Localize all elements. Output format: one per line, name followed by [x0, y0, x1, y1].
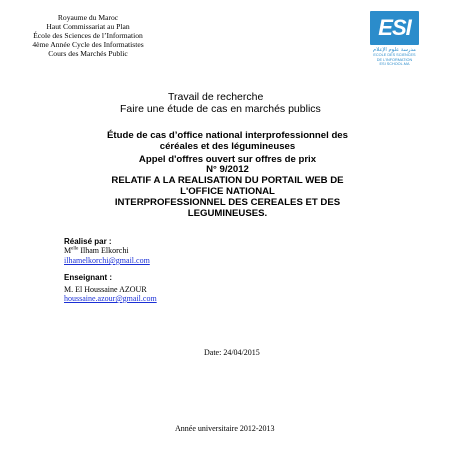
document-date: Date: 24/04/2015 [204, 348, 260, 357]
subject-line: N° 9/2012 [206, 164, 249, 176]
logo-subtitle [366, 53, 423, 67]
institution-line: Haut Commissariat au Plan [46, 22, 130, 31]
logo-badge [370, 11, 419, 45]
author-email-link[interactable]: ilhamelkorchi@gmail.com [64, 256, 150, 265]
subject-line: céréales et des légumineuses [159, 140, 296, 152]
subject-line: L'OFFICE NATIONAL [180, 185, 275, 197]
esi-logo [366, 11, 423, 67]
subject-line: LEGUMINEUSES. [187, 207, 268, 219]
logo-arabic-text: مدرسة علوم الإعلام [373, 47, 416, 53]
author-name [64, 246, 129, 255]
subject-line: RELATIF A LA REALISATION DU PORTAIL WEB DE [111, 175, 344, 187]
subject-line: INTERPROFESSIONNEL DES CEREALES ET DES [114, 196, 341, 208]
institution-line: Cours des Marchés Public [48, 49, 128, 58]
teacher-email-link[interactable]: houssaine.azour@gmail.com [64, 294, 157, 303]
heading-line-1: Travail de recherche [168, 91, 264, 103]
logo-subtitle-line: ECOLE DES SCIENCES [373, 53, 416, 57]
institution-line: Royaume du Maroc [57, 13, 119, 22]
author-name-prefix: M [64, 246, 72, 255]
author-name-sup: elle [71, 246, 79, 252]
academic-year: Année universitaire 2012-2013 [175, 424, 275, 433]
subject-line: Appel d'offres ouvert sur offres de prix [138, 153, 317, 165]
enseignant-label: Enseignant : [64, 273, 113, 282]
heading-line-2: Faire une étude de cas en marchés publics [120, 103, 321, 115]
logo-subtitle-line: ESI SCHOOL.MA [379, 62, 410, 67]
document-heading [120, 91, 360, 115]
teacher-name: M. El Houssaine AZOUR [64, 285, 147, 294]
realise-label: Réalisé par : [64, 237, 112, 246]
logo-subtitle-line: DE L'INFORMATION [376, 57, 413, 62]
institution-line: École des Sciences de l’Information [33, 31, 143, 40]
logo-letters: ESI [378, 15, 411, 40]
author-name-rest: Ilham Elkorchi [78, 246, 129, 255]
subject-block [55, 131, 400, 219]
institution-line: 4ème Année Cycle des Informatistes [32, 40, 144, 49]
institution-header [0, 13, 176, 58]
subject-line: Étude de cas d’office national interprofessionnel des [107, 130, 348, 141]
